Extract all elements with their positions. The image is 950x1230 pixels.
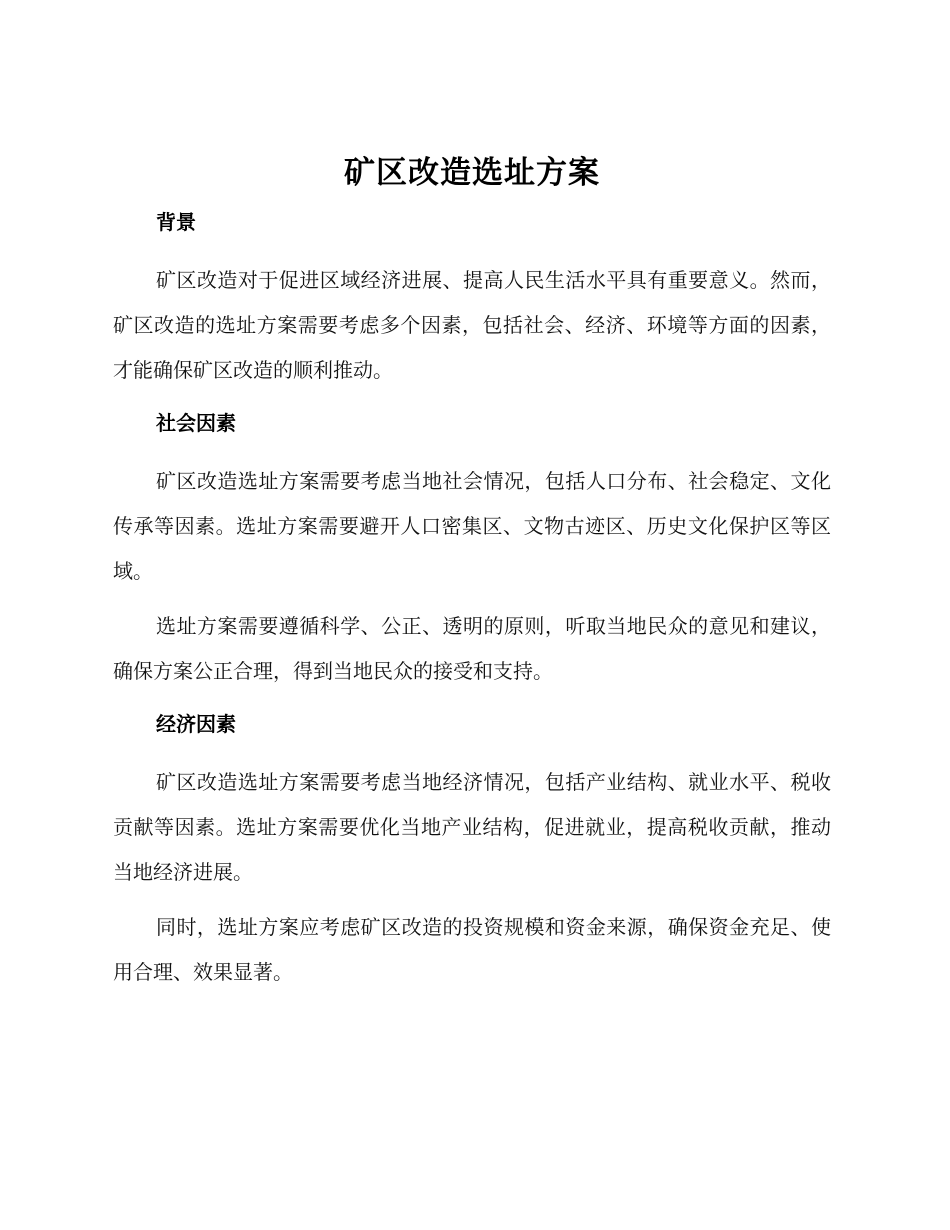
page-title: 矿区改造选址方案 [344,155,600,191]
section-heading: 背景 [156,210,196,234]
section-economic-factors [113,708,831,995]
section-background [113,206,831,407]
section-heading: 经济因素 [156,712,236,736]
paragraph: 矿区改造对于促进区域经济进展、提高人民生活水平具有重要意义。然而，矿区改造的选址方案需要考虑多个因素，包括社会、经济、环境等方面的因素，才能确保矿区改造的顺利推动。 [113,268,831,382]
document-body [113,150,831,995]
paragraph: 矿区改造选址方案需要考虑当地经济情况，包括产业结构、就业水平、税收贡献等因素。选址方案需要优化当地产业结构，促进就业，提高税收贡献，推动当地经济进展。 [113,770,831,884]
section-social-factors [113,407,831,708]
section-heading: 社会因素 [156,411,236,435]
paragraph: 矿区改造选址方案需要考虑当地社会情况，包括人口分布、社会稳定、文化传承等因素。选址方案需要避开人口密集区、文物古迹区、历史文化保护区等区域。 [113,469,831,583]
paragraph: 同时，选址方案应考虑矿区改造的投资规模和资金来源，确保资金充足、使用合理、效果显著。 [113,915,831,984]
paragraph: 选址方案需要遵循科学、公正、透明的原则，听取当地民众的意见和建议，确保方案公正合理，得到当地民众的接受和支持。 [113,614,831,683]
